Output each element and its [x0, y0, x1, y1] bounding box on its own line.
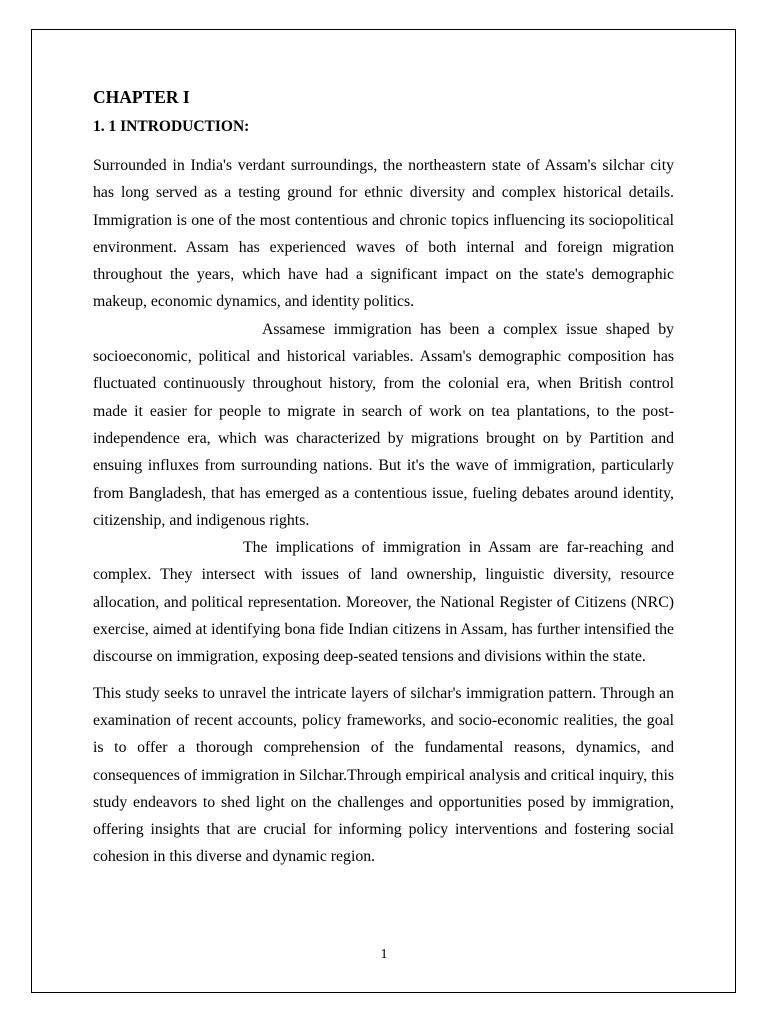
chapter-title: CHAPTER I [93, 87, 190, 107]
paragraph-3: The implications of immigration in Assam are far-reaching and complex. They intersect with issues of land ownership, linguistic diversity, resource allocation, and political representation. Moreover, the National Register of Citizens (NRC) exercise, aimed at identifying bona fide Indian citizens in Assam, has further intensified the discourse on immigration, exposing deep-seated tensions and divisions within the state. [93, 539, 674, 666]
paragraph-2: Assamese immigration has been a complex issue shaped by socioeconomic, political and historical variables. Assam's demographic composition has fluctuated continuously throughout history, from the colonial era, when British control made it easier for people to migrate in search of work on tea plantations, to the post-independence era, which was characterized by migrations brought on by Partition and ensuing influxes from surrounding nations. But it's the wave of immigration, particularly from Bangladesh, that has emerged as a contentious issue, fueling debates around identity, citizenship, and indigenous rights. [93, 320, 674, 529]
paragraph-1: Surrounded in India's verdant surroundings, the northeastern state of Assam's silchar city has long served as a testing ground for ethnic diversity and complex historical details. Immigration is one of the most contentious and chronic topics influencing its sociopolitical environment. Assam has experienced waves of both internal and foreign migration throughout the years, which have had a significant impact on the state's demographic makeup, economic dynamics, and identity politics. [93, 157, 674, 311]
section-heading: 1. 1 INTRODUCTION: [93, 118, 250, 135]
page-content [93, 85, 674, 871]
paragraph-4: This study seeks to unravel the intricate layers of silchar's immigration pattern. Through an examination of recent accounts, policy frameworks, and socio-economic realities, the goal is to offer a thorough comprehension of the fundamental reasons, dynamics, and consequences of immigration in Silchar.Through empirical analysis and critical inquiry, this study endeavors to shed light on the challenges and opportunities posed by immigration, offering insights that are crucial for informing policy interventions and fostering social cohesion in this diverse and dynamic region. [93, 684, 674, 866]
page-number: 1 [380, 947, 388, 962]
